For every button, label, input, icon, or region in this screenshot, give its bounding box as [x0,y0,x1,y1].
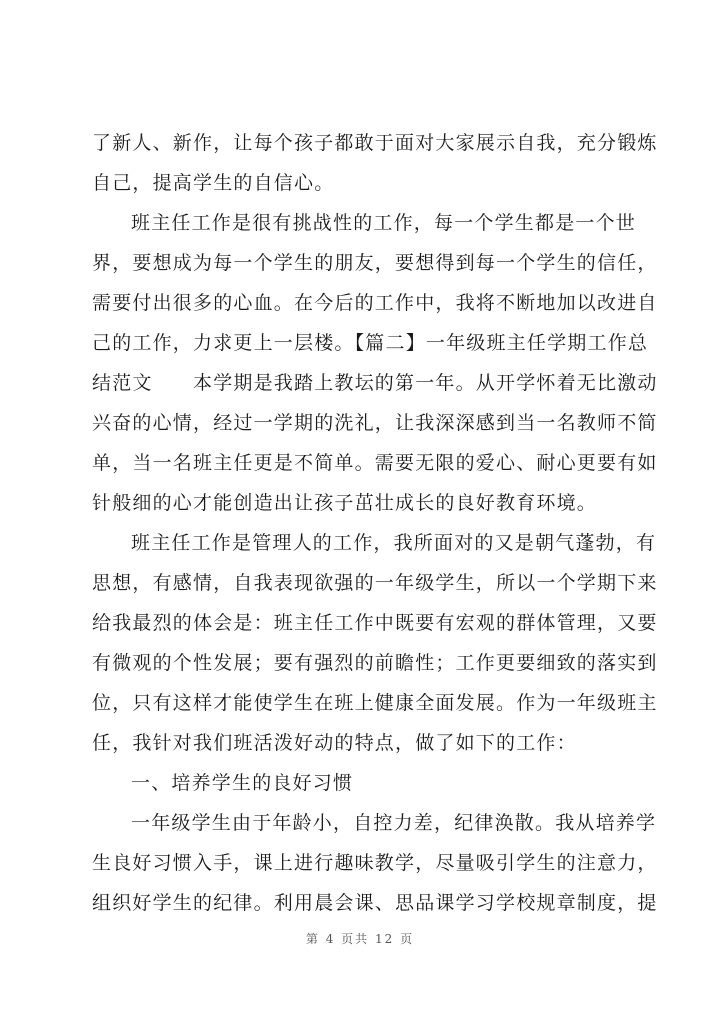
text-line: 生良好习惯入手，课上进行趣味教学，尽量吸引学生的注意力， [92,852,658,874]
text-line: 了新人、新作，让每个孩子都敢于面对大家展示自我，充分锻炼 [92,132,658,154]
paragraph-start-line: 一年级学生由于年龄小，自控力差，纪律涣散。我从培养学 [131,812,657,834]
text-line: 任，我针对我们班活泼好动的特点，做了如下的工作： [92,732,577,754]
text-line: 需要付出很多的心血。在今后的工作中，我将不断地加以改进自 [92,292,658,314]
text-line: 结范文 本学期是我踏上教坛的第一年。从开学怀着无比激动 [92,372,658,394]
section-heading: 一、培养学生的良好习惯 [131,772,354,794]
text-line: 界，要想成为每一个学生的朋友，要想得到每一个学生的信任， [92,252,658,274]
page-number-footer: 第 4 页共 12 页 [305,932,415,946]
text-line: 组织好学生的纪律。利用晨会课、思品课学习学校规章制度，提 [92,892,658,914]
text-line: 己的工作，力求更上一层楼。【篇二】一年级班主任学期工作总 [92,332,649,354]
text-line: 单，当一名班主任更是不简单。需要无限的爱心、耐心更要有如 [92,452,658,474]
paragraph-start-line: 班主任工作是很有挑战性的工作，每一个学生都是一个世 [131,212,637,234]
text-line: 有微观的个性发展；要有强烈的前瞻性；工作更要细致的落实到 [92,652,658,674]
text-line: 位，只有这样才能使学生在班上健康全面发展。作为一年级班主 [92,692,658,714]
text-line: 思想，有感情，自我表现欲强的一年级学生，所以一个学期下来 [92,572,658,594]
text-line: 针般细的心才能创造出让孩子茁壮成长的良好教育环境。 [92,492,598,514]
paragraph-start-line: 班主任工作是管理人的工作，我所面对的又是朝气蓬勃，有 [131,532,657,554]
text-line: 兴奋的心情，经过一学期的洗礼，让我深深感到当一名教师不简 [92,412,658,434]
text-line: 自己，提高学生的自信心。 [92,172,335,194]
text-line: 给我最烈的体会是：班主任工作中既要有宏观的群体管理，又要 [92,612,658,634]
